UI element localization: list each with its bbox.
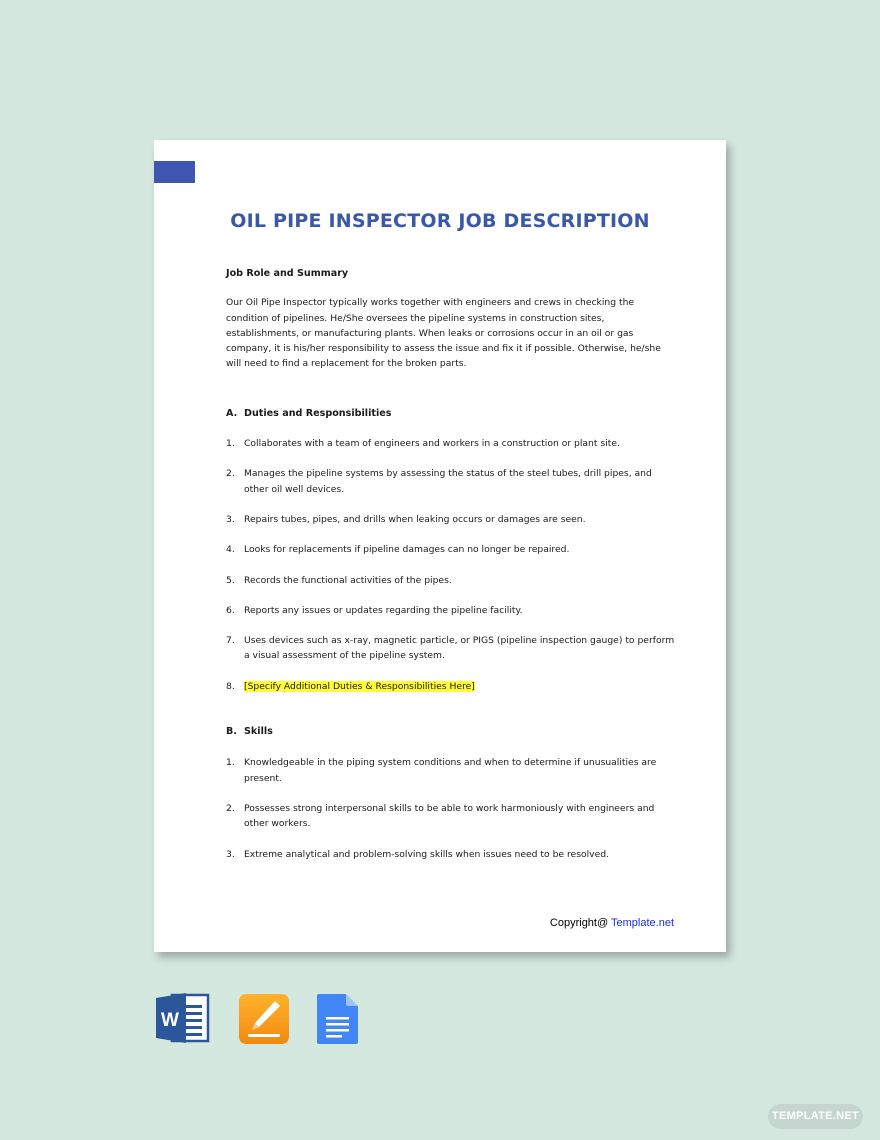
item-number: 3. <box>226 848 235 860</box>
item-text: Collaborates with a team of engineers and workers in a construction or plant site. <box>244 438 620 450</box>
duties-letter: A. <box>226 407 238 419</box>
list-item <box>226 633 678 664</box>
item-text: Manages the pipeline systems by assessing the status of the steel tubes, drill pipes, and other oil well devices. <box>244 468 652 495</box>
item-text: Possesses strong interpersonal skills to be able to work harmoniously with engineers and other workers. <box>244 802 655 830</box>
duties-list <box>226 436 678 694</box>
skills-heading <box>226 724 678 739</box>
list-item <box>226 512 678 527</box>
skills-letter: B. <box>226 726 237 738</box>
list-item <box>226 847 678 862</box>
item-number: 2. <box>226 468 235 480</box>
list-item <box>226 801 678 832</box>
duties-heading-text: Duties and Responsibilities <box>244 407 392 419</box>
copyright-notice <box>550 917 674 929</box>
list-item <box>226 573 678 588</box>
list-item <box>226 542 678 557</box>
placeholder-highlight[interactable]: [Specify Additional Duties & Responsibilities Here] <box>244 680 475 692</box>
copyright-prefix: Copyright@ <box>549 917 612 929</box>
pages-icon[interactable] <box>238 993 290 1045</box>
list-item <box>226 436 678 451</box>
item-number: 5. <box>226 574 235 586</box>
item-number: 8. <box>226 680 235 692</box>
role-heading: Job Role and Summary <box>226 268 349 279</box>
document-body <box>226 266 678 862</box>
svg-text:W: W <box>161 1010 179 1031</box>
item-text: Uses devices such as x-ray, magnetic particle, or PIGS (pipeline inspection gauge) to perform a visual assessment of the pipeline system. <box>244 635 675 662</box>
list-item <box>226 679 678 694</box>
skills-heading-text: Skills <box>244 726 273 738</box>
item-number: 2. <box>226 802 235 814</box>
template-net-badge[interactable]: TEMPLATE.NET <box>768 1104 863 1129</box>
document-page <box>154 140 726 952</box>
item-text: Extreme analytical and problem-solving skills when issues need to be resolved. <box>244 848 610 860</box>
duties-heading <box>226 406 678 421</box>
item-text: Reports any issues or updates regarding the pipeline facility. <box>244 604 523 616</box>
role-summary: Our Oil Pipe Inspector typically works together with engineers and crews in checking the condition of pipelines. He/She oversees the pipeline systems in construction sites, establishments, or manufacturing plants. When leaks or corrosions occur in an oil or gas company, it is his/her responsibility to assess the issue and fix it if possible. Otherwise, he/she will need to find a replacement for the broken parts. <box>226 297 661 370</box>
list-item <box>226 603 678 618</box>
item-text: Looks for replacements if pipeline damages can no longer be repaired. <box>244 544 570 556</box>
list-item <box>226 466 678 497</box>
item-text: Knowledgeable in the piping system conditions and when to determine if unusualities are present. <box>244 757 657 784</box>
item-text: Records the functional activities of the pipes. <box>244 574 452 586</box>
accent-bar <box>154 161 195 183</box>
item-number: 3. <box>226 513 235 525</box>
item-number: 4. <box>226 544 235 556</box>
word-icon[interactable] <box>156 993 208 1045</box>
document-title: OIL PIPE INSPECTOR JOB DESCRIPTION <box>230 210 650 232</box>
item-number: 1. <box>226 757 235 769</box>
item-number: 7. <box>226 635 235 647</box>
item-number: 6. <box>226 604 235 616</box>
list-item <box>226 755 678 786</box>
skills-list <box>226 755 678 861</box>
item-number: 1. <box>226 438 235 450</box>
copyright-link[interactable]: Template.net <box>611 917 674 929</box>
item-text: Repairs tubes, pipes, and drills when leaking occurs or damages are seen. <box>244 513 586 525</box>
google-docs-icon[interactable] <box>316 993 368 1045</box>
